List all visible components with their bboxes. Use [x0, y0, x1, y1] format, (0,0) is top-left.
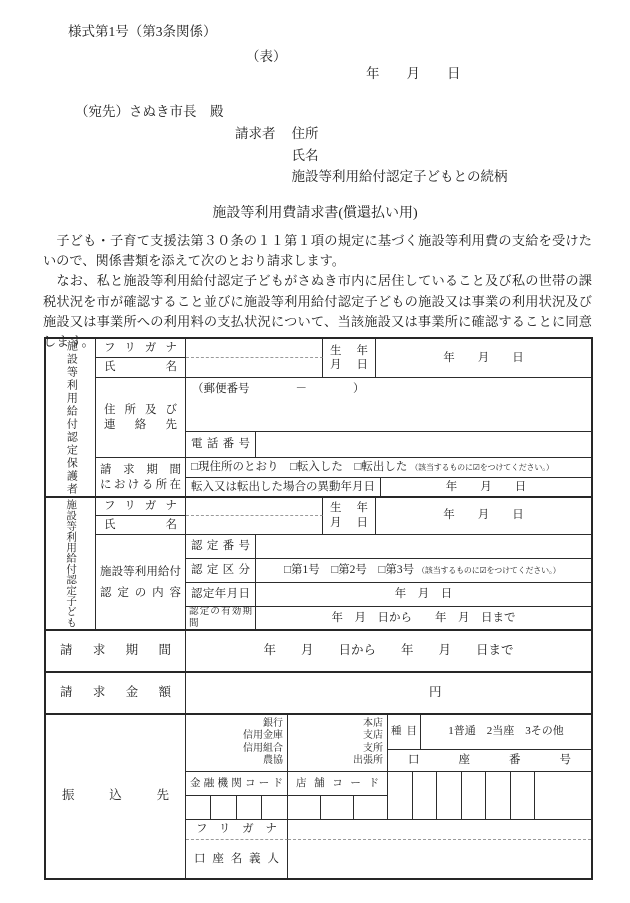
form-number: 様式第1号（第3条関係）	[68, 24, 217, 39]
guardian-residence-label-line1: 請求期間	[100, 464, 181, 477]
cert-validity-label: 認定の有効期間	[189, 607, 252, 629]
body-paragraph-1: 子ども・子育て支援法第３０条の１１第１項の規定に基づく施設等利用費の支給を受けたいので、関係書類を添えて次のとおり請求します。	[43, 233, 592, 269]
cert-category-label-cell	[186, 559, 256, 583]
guardian-birthdate-label-line1: 生年	[330, 344, 368, 357]
cert-date-value-cell	[256, 583, 591, 607]
claim-period-value: 年 月 日から 年 月 日まで	[263, 643, 514, 658]
transfer-label: 振込先	[62, 788, 169, 803]
bank-code-digit-box	[237, 796, 262, 819]
account-digit-box	[486, 772, 511, 819]
branch-type-cell	[288, 714, 388, 772]
bank-code-label: 金融機関コード	[190, 777, 283, 789]
guardian-address-label-line1: 住所及び	[104, 404, 177, 417]
cert-category-value-cell	[256, 559, 591, 583]
bank-code-boxes	[186, 796, 288, 820]
cert-date-label: 認定年月日	[191, 588, 250, 601]
account-type-options-cell	[421, 714, 591, 750]
guardian-name-value-cell	[186, 358, 323, 378]
child-birthdate-value-cell	[376, 497, 591, 535]
guardian-birthdate-value: 年 月 日	[443, 351, 524, 364]
branch-type-option: 支店	[363, 730, 383, 741]
addressee: （宛先）さぬき市長 殿	[75, 104, 224, 119]
guardian-move-date-label: 転入又は転出した場合の異動年月日	[191, 481, 375, 494]
account-digit-box	[462, 772, 486, 819]
child-birthdate-label-line1: 生年	[330, 502, 368, 515]
bank-type-option: 信用組合	[243, 742, 283, 754]
child-furigana-value-cell	[186, 497, 323, 516]
child-name-label: 氏名	[104, 518, 177, 531]
guardian-move-date-value-cell	[381, 478, 591, 497]
bank-code-digit-box	[186, 796, 211, 819]
account-type-label-cell	[388, 714, 421, 750]
guardian-furigana-value-cell	[186, 339, 323, 358]
account-digit-box	[511, 772, 535, 819]
cert-category-note: （該当するものに☑をつけてください。）	[417, 565, 561, 575]
branch-type-option: 本店	[363, 717, 383, 729]
section-divider	[46, 629, 591, 631]
cert-date-value: 年 月 日	[394, 588, 453, 601]
bank-type-option: 銀行	[263, 717, 283, 729]
requester-relation-label: 施設等利用給付認定子どもとの続柄	[291, 169, 508, 184]
claim-amount-section	[46, 672, 591, 714]
branch-code-digit-box	[321, 796, 354, 819]
bank-type-option: 農協	[263, 755, 283, 766]
child-furigana-label-cell	[96, 497, 186, 516]
guardian-section-label: 施設等利用給付認定保護者	[65, 339, 78, 496]
cert-category-value: □第1号 □第2号 □第3号	[284, 564, 415, 577]
transfer-section	[46, 714, 591, 878]
child-cert-label-cell	[96, 535, 186, 630]
child-section-label: 施設等利用給付認定子ども	[65, 498, 77, 628]
requester-address-label: 住所	[291, 126, 319, 141]
claim-form-table	[44, 337, 593, 880]
transfer-furigana-label-cell	[186, 820, 288, 840]
claim-period-value-cell	[186, 630, 591, 672]
bank-code-header-cell	[186, 772, 288, 796]
child-birthdate-label-cell	[323, 497, 376, 535]
account-holder-value-cell	[288, 840, 591, 878]
claim-amount-value-cell	[186, 672, 591, 714]
child-section	[46, 497, 591, 630]
cert-number-value-cell	[256, 535, 591, 559]
cert-number-label: 認定番号	[191, 540, 250, 553]
guardian-phone-value-cell	[256, 432, 591, 458]
claim-period-section	[46, 630, 591, 672]
transfer-furigana-value-cell	[288, 820, 591, 840]
child-cert-label-line1: 施設等利用給付	[100, 566, 181, 579]
transfer-furigana-label: フリガナ	[196, 823, 277, 836]
guardian-residence-options: □現住所のとおり □転入した □転出した	[191, 461, 408, 474]
account-type-options: 1普通 2当座 3その他	[448, 724, 564, 737]
guardian-postal-line: （郵便番号 － ）	[192, 383, 365, 395]
branch-code-digit-box	[354, 796, 388, 819]
guardian-residence-label-line2: における所在	[100, 478, 181, 491]
claim-amount-unit: 円	[429, 685, 442, 700]
cert-validity-label-cell	[186, 607, 256, 630]
bank-type-option: 信用金庫	[243, 730, 283, 741]
child-name-label-cell	[96, 516, 186, 535]
guardian-residence-label-cell	[96, 458, 186, 497]
branch-type-option: 出張所	[353, 755, 383, 766]
account-holder-label-cell	[186, 840, 288, 878]
child-name-value-cell	[186, 516, 323, 535]
date-line: 年 月 日	[366, 66, 461, 81]
child-birthdate-label-line2: 月日	[330, 516, 368, 529]
branch-code-boxes	[288, 796, 388, 820]
guardian-move-date-value: 年 月 日	[445, 481, 527, 494]
guardian-residence-note: （該当するものに☑をつけてください。）	[410, 462, 554, 472]
guardian-furigana-label: フリガナ	[104, 341, 177, 354]
claim-amount-label-cell	[46, 672, 186, 714]
branch-code-label: 店舗コード	[296, 777, 379, 789]
guardian-address-label-cell	[96, 378, 186, 458]
cert-validity-value-cell	[256, 607, 591, 630]
guardian-phone-label-cell	[186, 432, 256, 458]
cert-date-label-cell	[186, 583, 256, 607]
bank-type-cell	[186, 714, 288, 772]
section-divider	[46, 713, 591, 715]
body-text	[43, 231, 592, 352]
account-digit-box	[535, 772, 591, 819]
guardian-name-label: 氏名	[104, 361, 177, 374]
bank-code-digit-box	[262, 796, 288, 819]
guardian-residence-options-cell	[186, 458, 591, 478]
claim-amount-label: 請求金額	[60, 685, 171, 700]
cert-validity-value: 年 月 日から 年 月 日まで	[331, 612, 516, 625]
cert-number-label-cell	[186, 535, 256, 559]
side-label: （表）	[246, 49, 287, 64]
account-number-boxes	[388, 772, 591, 820]
guardian-address-label-line2: 連絡先	[104, 418, 177, 431]
bank-code-digit-box	[211, 796, 237, 819]
guardian-name-label-cell	[96, 358, 186, 378]
section-divider	[46, 671, 591, 673]
account-digit-box	[413, 772, 437, 819]
requester-block	[235, 122, 508, 187]
document-title: 施設等利用費請求書(償還払い用)	[212, 206, 418, 221]
branch-code-header-cell	[288, 772, 388, 796]
guardian-birthdate-label-cell	[323, 339, 376, 378]
account-type-label: 種目	[391, 725, 417, 737]
guardian-birthdate-value-cell	[376, 339, 591, 378]
child-cert-label-line2: 認定の内容	[100, 586, 181, 599]
body-paragraph-2: なお、私と施設等利用給付認定子どもがさぬき市内に居住していること及び私の世帯の課税状況を市が確認すること並びに施設等利用給付認定子どもの施設又は事業の利用状況及び施設又は事業所への利用料の支払状況について、当該施設又は事業所に確認することに同意します。	[43, 273, 592, 350]
account-digit-box	[388, 772, 413, 819]
section-divider	[46, 496, 591, 498]
account-number-header-cell	[388, 750, 591, 772]
guardian-phone-label: 電話番号	[191, 438, 250, 451]
child-birthdate-value: 年 月 日	[443, 509, 524, 522]
account-number-label: 口座番号	[408, 754, 571, 767]
guardian-section-label-cell	[46, 339, 96, 497]
account-digit-box	[437, 772, 462, 819]
guardian-furigana-label-cell	[96, 339, 186, 358]
transfer-label-cell	[46, 714, 186, 878]
cert-category-label: 認定区分	[191, 564, 250, 577]
account-holder-label: 口座名義人	[194, 852, 279, 865]
guardian-section	[46, 339, 591, 497]
branch-code-digit-box	[288, 796, 321, 819]
branch-type-option: 支所	[363, 742, 383, 754]
child-furigana-label: フリガナ	[104, 499, 177, 512]
claim-period-label: 請求期間	[60, 643, 171, 658]
requester-name-label: 氏名	[291, 147, 319, 163]
guardian-address-value-cell	[186, 378, 591, 432]
claim-period-label-cell	[46, 630, 186, 672]
guardian-move-date-label-cell	[186, 478, 381, 497]
child-section-label-cell	[46, 497, 96, 630]
requester-label: 請求者	[235, 126, 276, 141]
guardian-birthdate-label-line2: 月日	[330, 359, 368, 371]
